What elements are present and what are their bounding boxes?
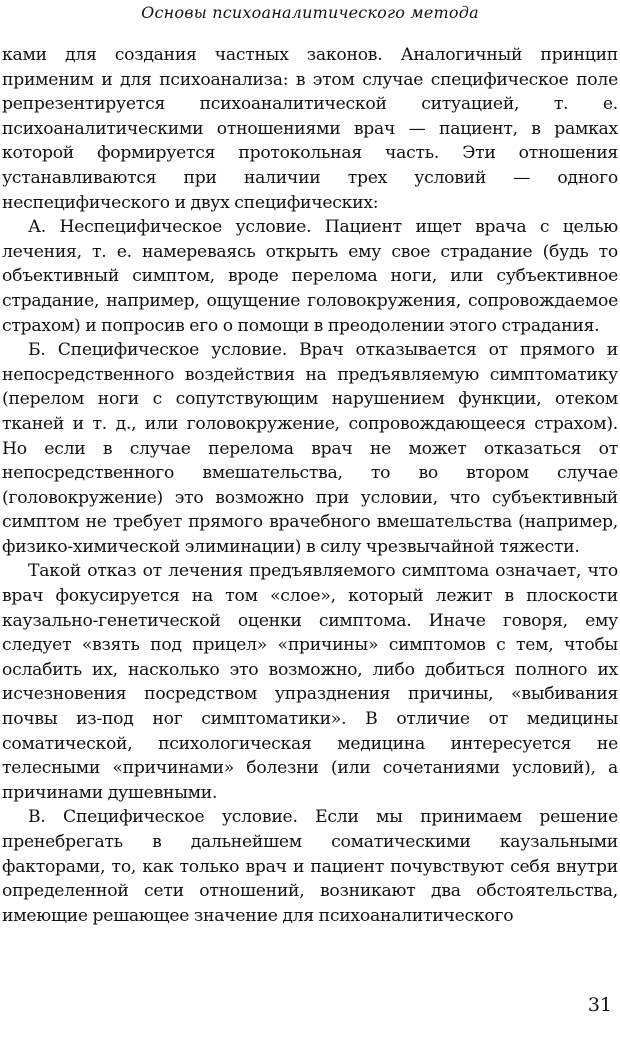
paragraph-condition-b: Б. Специфическое условие. Врач отказывается от прямого и непосредственного воздействия на предъявляемую симптоматику (перелом ноги с сопутствующим нарушением функции, отеком тканей и т. д., или головокружение, сопровождающееся страхом). Но если в случае перелома врач не может отказаться от непосредственного вмешательства, то во втором случае (головокружение) это возможно при условии, что субъективный симптом не требует прямого врачебного вмешательства (например, физико-химической элиминации) в силу чрезвычайной тяжести.: [2, 340, 618, 557]
page-number: 31: [587, 994, 612, 1016]
running-header: Основы психоаналитического метода: [141, 3, 479, 22]
paragraph-condition-a: А. Неспецифическое условие. Пациент ищет врача с целью лечения, т. е. намереваясь открыть ему свое страдание (будь то объективный симптом, вроде перелома ноги, или субъективное страдание, например, ощущение головокружения, сопровождаемое страхом) и попросив его о помощи в преодолении этого страдания.: [2, 217, 618, 336]
paragraph-symptom-refusal: Такой отказ от лечения предъявляемого симптома означает, что врач фокусируется на том «слое», который лежит в плоскости каузально-генетической оценки симптома. Иначе говоря, ему следует «взять под прицел» «причины» симптомов с тем, чтобы ослабить их, насколько это возможно, либо добиться полного их исчезновения посредством упразднения причины, «выбивания почвы из-под ног симптоматики». В отличие от медицины соматической, психологическая медицина интересуется не телесными «причинами» болезни (или сочетаниями условий), а причинами душевными.: [2, 561, 618, 803]
paragraph-continuation: ками для создания частных законов. Аналогичный принцип применим и для психоанализа: в этом случае специфическое поле репрезентируется психоаналитической ситуацией, т. е. психоаналитическими отношениями врач — пациент, в рамках которой формируется протокольная часть. Эти отношения устанавливаются при наличии трех условий — одного неспецифического и двух специфических:: [2, 45, 618, 213]
paragraph-condition-v: В. Специфическое условие. Если мы принимаем решение пренебрегать в дальнейшем соматическими каузальными факторами, то, как только врач и пациент почувствуют себя внутри определенной сети отношений, возникают два обстоятельства, имеющие решающее значение для психоаналитического: [2, 807, 618, 926]
body-text: [2, 43, 618, 928]
